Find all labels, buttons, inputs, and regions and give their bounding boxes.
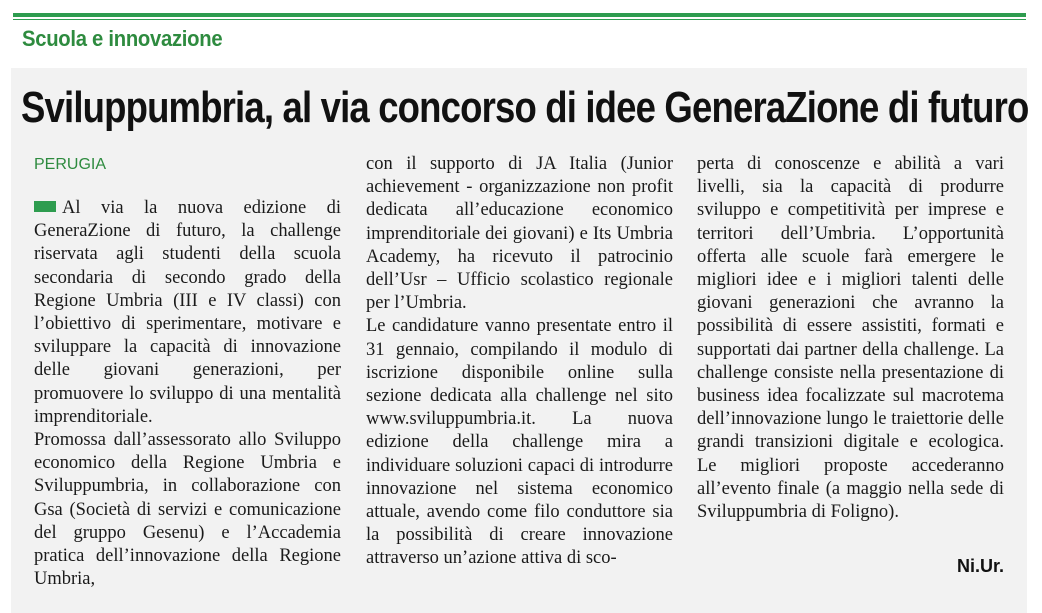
author-signature: Ni.Ur. xyxy=(956,556,1004,576)
top-rule xyxy=(13,13,1026,17)
paragraph: Promossa dall’assessorato allo Sviluppo economico della Regione Umbria e Sviluppumbria, in collaborazione con Gsa (Società di servizi e comunicazione del gruppo Gesenu) e l’Accademia pratica dell’innovazione della Regione Umbria, xyxy=(34,430,341,590)
paragraph: perta di conoscenze e abilità a vari livelli, sia la capacità di produrre sviluppo e competitività per imprese e territori dell’Umbria. L’opportunità offerta alle scuole farà emergere le migliori idee e i migliori talenti delle giovani generazioni che avranno la possibilità di essere assistiti, formati e supportati dai partner della challenge. La challenge consiste nella presentazione di business idea focalizzate sul macrotema dell’innovazione lungo le traiettorie delle grandi transizioni digitale e ecologica. Le migliori proposte accederanno all’evento finale (a maggio nella sede di Sviluppumbria di Foligno). xyxy=(697,154,1004,523)
paragraph: Le candidature vanno presentate entro il 31 gennaio, compilando il modulo di iscrizione disponibile online sulla sezione dedicata alla challenge nel sito www.sviluppumbria.it. La nuova edizione della challenge mira a individuare soluzioni capaci di introdurre innovazione nel sistema economico attuale, avendo come filo conduttore sia la possibilità di creare innovazione attraverso un’azione attiva di sco- xyxy=(366,316,673,569)
column-2 xyxy=(366,153,673,571)
headline: Sviluppumbria, al via concorso di idee GeneraZione di futuro xyxy=(21,83,1029,132)
column-3 xyxy=(697,153,1004,524)
column-1 xyxy=(34,153,341,591)
lead-square-icon xyxy=(34,201,56,212)
section-label: Scuola e innovazione xyxy=(22,26,223,51)
paragraph: con il supporto di JA Italia (Junior achievement - organizzazione non profit dedicata all’educazione economico imprenditoriale dei giovani) e Its Umbria Academy, ha ricevuto il patrocinio dell’Usr – Ufficio scolastico regionale per l’Umbria. xyxy=(366,154,673,314)
top-rule-thin xyxy=(13,19,1026,20)
dateline: PERUGIA xyxy=(34,156,107,173)
paragraph: Al via la nuova edizione di GeneraZione di futuro, la challenge riservata agli studenti della scuola secondaria di secondo grado della Regione Umbria (III e IV classi) con l’obiettivo di sperimentare, motivare e sviluppare la capacità di innovazione delle giovani generazioni, per promuovere lo sviluppo di una mentalità imprenditoriale. xyxy=(34,198,341,427)
